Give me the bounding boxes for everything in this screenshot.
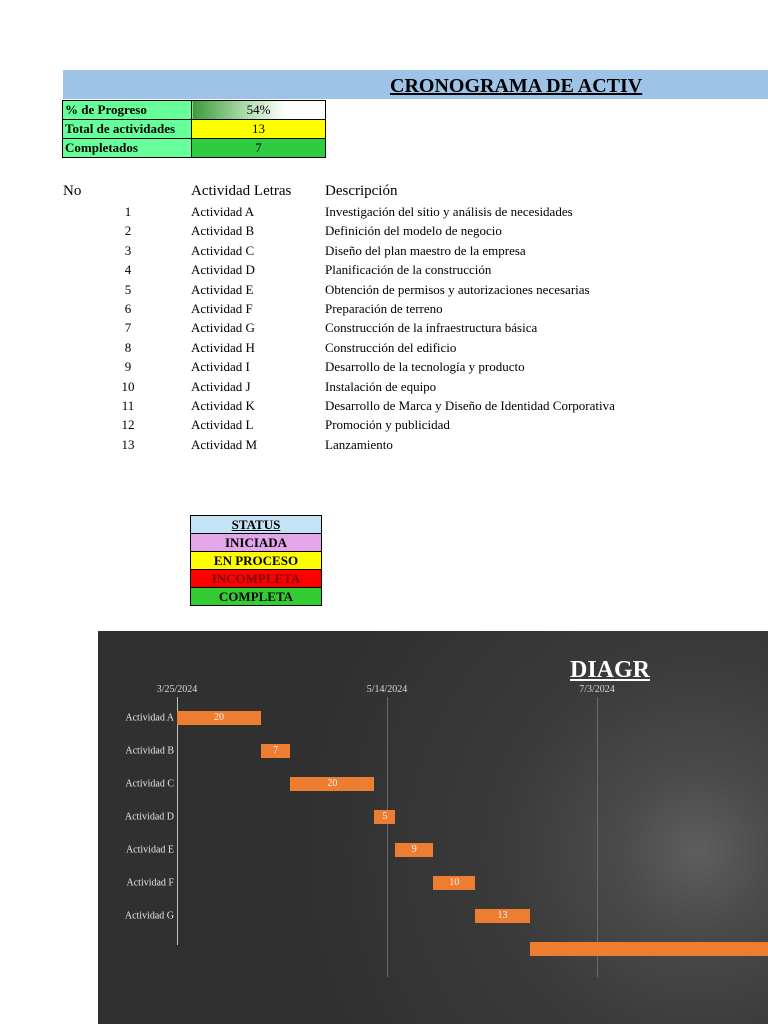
row-description[interactable]: Definición del modelo de negocio xyxy=(325,223,502,239)
row-activity[interactable]: Actividad L xyxy=(191,417,254,433)
row-activity[interactable]: Actividad E xyxy=(191,281,254,297)
row-activity[interactable]: Actividad H xyxy=(191,339,255,355)
gantt-bar[interactable] xyxy=(475,909,530,923)
table-row xyxy=(0,320,768,339)
row-description[interactable]: Obtención de permisos y autorizaciones necesarias xyxy=(325,281,590,297)
gantt-bar[interactable] xyxy=(177,711,261,725)
bar-value-label: 9 xyxy=(411,844,417,855)
status-en-proceso: EN PROCESO xyxy=(191,552,322,570)
row-description[interactable]: Desarrollo de Marca y Diseño de Identidad Corporativa xyxy=(325,398,615,413)
bar-value-label: 5 xyxy=(382,811,388,822)
table-row xyxy=(0,340,768,359)
category-label: Actividad F xyxy=(126,877,174,889)
chart-title: DIAGR xyxy=(570,657,650,683)
category-label: Actividad A xyxy=(125,712,174,724)
category-label: Actividad C xyxy=(125,778,174,790)
total-value[interactable]: 13 xyxy=(192,120,326,139)
row-activity[interactable]: Actividad G xyxy=(191,320,255,336)
table-row xyxy=(0,398,768,417)
gantt-bar[interactable] xyxy=(374,810,395,824)
row-description[interactable]: Promoción y publicidad xyxy=(325,417,450,433)
row-activity[interactable]: Actividad J xyxy=(191,378,251,394)
completed-value[interactable]: 7 xyxy=(192,139,326,158)
table-row xyxy=(0,262,768,281)
row-description[interactable]: Instalación de equipo xyxy=(325,378,437,394)
table-row xyxy=(0,204,768,223)
completed-label: Completados xyxy=(63,139,192,158)
header-no: No xyxy=(63,183,82,199)
row-number[interactable]: 6 xyxy=(124,301,132,316)
row-description[interactable]: Lanzamiento xyxy=(325,436,393,452)
bar-value-label: 13 xyxy=(497,910,508,921)
bar-value-label: 10 xyxy=(449,877,460,888)
row-activity[interactable]: Actividad I xyxy=(191,359,250,375)
gantt-bar[interactable] xyxy=(395,843,433,857)
row-activity[interactable]: Actividad F xyxy=(191,301,253,316)
row-description[interactable]: Desarrollo de la tecnología y producto xyxy=(325,359,525,375)
row-number[interactable]: 5 xyxy=(124,281,132,297)
row-activity[interactable]: Actividad A xyxy=(191,204,255,219)
row-description[interactable]: Planificación de la construcción xyxy=(325,262,492,278)
category-label: Actividad G xyxy=(124,910,174,922)
row-activity[interactable]: Actividad M xyxy=(191,436,258,452)
row-number[interactable]: 7 xyxy=(124,320,132,336)
bar-value-label: 7 xyxy=(273,745,279,756)
row-description[interactable]: Construcción de la infraestructura básica xyxy=(325,320,538,336)
row-activity[interactable]: Actividad K xyxy=(191,398,255,413)
row-description[interactable]: Investigación del sitio y análisis de necesidades xyxy=(325,204,573,219)
row-number[interactable]: 11 xyxy=(121,398,135,413)
progress-value[interactable]: 54% xyxy=(192,101,326,120)
page-title: CRONOGRAMA DE ACTIV xyxy=(390,75,643,97)
row-description[interactable]: Diseño del plan maestro de la empresa xyxy=(325,242,526,258)
row-number[interactable]: 9 xyxy=(124,359,132,375)
status-iniciada: INICIADA xyxy=(191,534,322,552)
row-number[interactable]: 10 xyxy=(121,378,135,394)
row-number[interactable]: 12 xyxy=(121,417,135,433)
row-activity[interactable]: Actividad D xyxy=(191,262,255,278)
table-row xyxy=(0,417,768,436)
category-label: Actividad E xyxy=(125,844,174,856)
status-completa: COMPLETA xyxy=(191,588,322,606)
table-row xyxy=(0,282,768,301)
category-axis xyxy=(177,697,178,945)
category-label: Actividad D xyxy=(124,811,174,823)
row-activity[interactable]: Actividad B xyxy=(191,223,255,239)
table-row xyxy=(0,379,768,398)
category-label: Actividad B xyxy=(125,745,174,757)
bar-value-label: 20 xyxy=(214,712,224,723)
table-row xyxy=(0,437,768,456)
status-status: STATUS xyxy=(191,516,322,534)
header-description: Descripción xyxy=(325,183,398,199)
row-number[interactable]: 2 xyxy=(124,223,132,239)
gantt-bar[interactable] xyxy=(530,942,768,956)
row-description[interactable]: Construcción del edificio xyxy=(325,339,457,355)
row-number[interactable]: 8 xyxy=(124,339,132,355)
gridline xyxy=(597,697,598,977)
row-description[interactable]: Preparación de terreno xyxy=(325,301,443,316)
summary-table xyxy=(62,100,326,158)
gridline xyxy=(387,697,388,977)
header-activity: Actividad Letras xyxy=(191,183,292,199)
gantt-bar[interactable] xyxy=(261,744,290,758)
total-label: Total de actividades xyxy=(63,120,192,139)
table-row xyxy=(0,223,768,242)
row-activity[interactable]: Actividad C xyxy=(191,242,255,258)
x-tick-label: 5/14/2024 xyxy=(366,684,408,695)
status-legend xyxy=(190,515,322,606)
gantt-bar[interactable] xyxy=(433,876,475,890)
row-number[interactable]: 3 xyxy=(124,242,132,258)
row-number[interactable]: 13 xyxy=(121,436,135,452)
row-number[interactable]: 4 xyxy=(124,262,132,278)
progress-label: % de Progreso xyxy=(63,101,192,120)
x-tick-label: 3/25/2024 xyxy=(156,684,198,695)
x-tick-label: 7/3/2024 xyxy=(579,684,615,695)
table-row xyxy=(0,359,768,378)
table-row xyxy=(0,301,768,320)
row-number[interactable]: 1 xyxy=(124,204,132,219)
gantt-bar[interactable] xyxy=(290,777,374,791)
gantt-chart xyxy=(98,631,768,1024)
bar-value-label: 20 xyxy=(327,778,338,789)
status-incompleta: INCOMPLETA xyxy=(191,570,322,588)
table-row xyxy=(0,243,768,262)
